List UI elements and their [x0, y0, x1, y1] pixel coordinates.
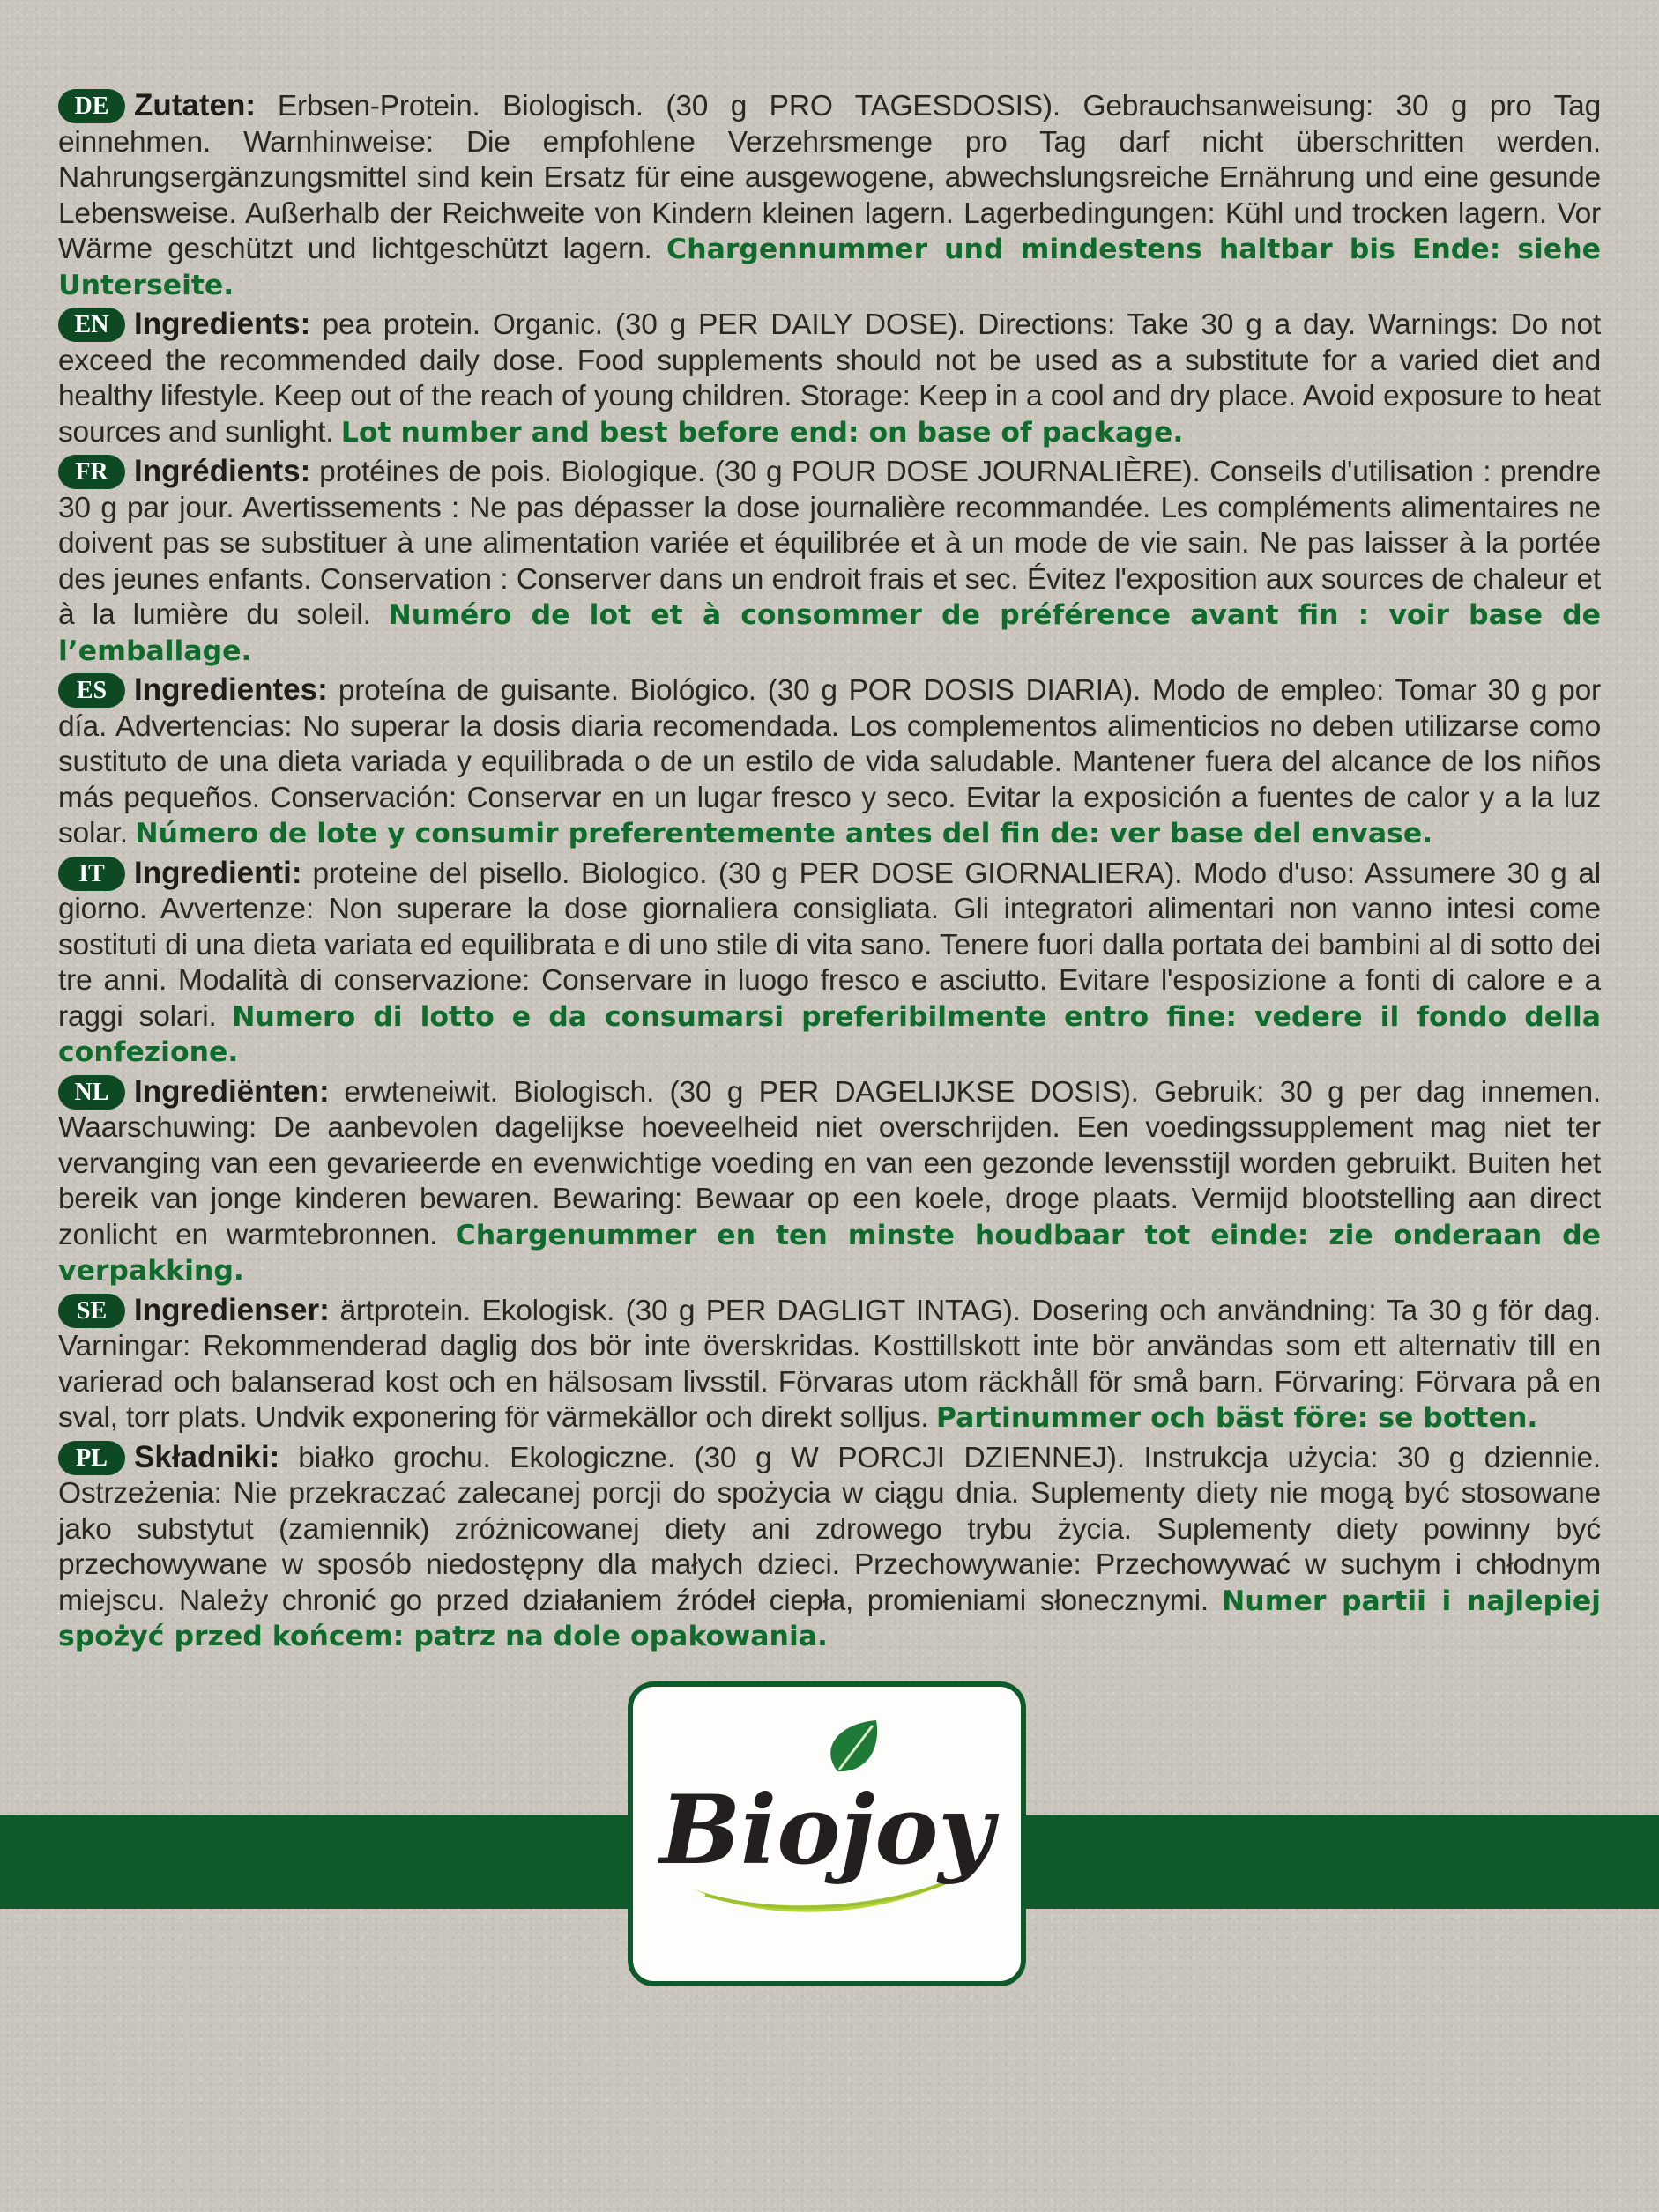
section-text: protéines de pois. Biologique. (30 g POUR DOSE JOURNALIÈRE). Conseils d'utilisation : prendre 30 g par jour. Avertissements : Ne pas dépasser la dose journalière recommandée. Les compléments alimentaires ne doivent pas se substituer à une alimentation variée et équilibrée et à un mode de vie sain. Ne pas laisser à la portée des jeunes enfants. Conservation : Conserver dans un endroit frais et sec. Évitez l'exposition aux sources de chaleur et à la lumière du soleil.	[58, 456, 1602, 631]
lot-note: Número de lote y consumir preferentemente antes del fin de: ver base del envase.	[135, 818, 1433, 850]
lang-badge-it: IT	[58, 857, 125, 891]
section-text: ärtprotein. Ekologisk. (30 g PER DAGLIGT INTAG). Dosering och användning: Ta 30 g för dag. Varningar: Rekommenderad daglig dos bör inte överskridas. Kosttillskott inte bör användas som ett alternativ till en varierad och balanserad kost och en hälsosam livsstil. Förvaras utom räckhåll för små barn. Förvaring: Förvara på en sval, torr plats. Undvik exponering för värmekällor och direkt solljus.	[58, 1294, 1601, 1434]
section-heading: Składniki:	[134, 1439, 280, 1474]
lang-badge-nl: NL	[58, 1075, 125, 1110]
section-es	[58, 672, 1601, 852]
section-heading: Ingredientes:	[134, 672, 328, 707]
lot-note: Numéro de lot et à consommer de préférence avant fin : voir base de l’emballage.	[58, 599, 1602, 667]
ingredients-label-panel	[58, 88, 1601, 1659]
leaf-icon	[830, 1720, 877, 1771]
section-heading: Ingredienti:	[134, 855, 302, 890]
lang-badge-fr: FR	[58, 455, 125, 489]
section-heading: Zutaten:	[134, 88, 257, 122]
lang-badge-de: DE	[58, 89, 125, 123]
section-de	[58, 88, 1601, 303]
logo-wordmark: Biojoy	[659, 1775, 994, 1886]
section-en	[58, 307, 1601, 450]
lot-note: Numero di lotto e da consumarsi preferibilmente entro fine: vedere il fondo della confezione.	[58, 1000, 1602, 1068]
section-text: proteína de guisante. Biológico. (30 g POR DOSIS DIARIA). Modo de empleo: Tomar 30 g por día. Advertencias: No superar la dosis diaria recomendada. Los complementos alimenticios no deben utilizarse como sustituto de una dieta variada y equilibrada o de un estilo de vida saludable. Mantener fuera del alcance de los niños más pequeños. Conservación: Conservar en un lugar fresco y seco. Evitar la exposición a fuentes de calor y a la luz solar.	[58, 674, 1602, 850]
lang-badge-pl: PL	[58, 1441, 125, 1475]
logo-graphic	[633, 1687, 1021, 1981]
section-text: proteine del pisello. Biologico. (30 g PER DOSE GIORNALIERA). Modo d'uso: Assumere 30 g al giorno. Avvertenze: Non superare la dose giornaliera consigliata. Gli integratori alimentari non vanno intesi come sostituti di una dieta variata ed equilibrata e di uno stile di vita sano. Tenere fuori dalla portata dei bambini al di sotto dei tre anni. Modalità di conservazione: Conservare in luogo fresco e asciutto. Evitare l'esposizione a fonti di calore e a raggi solari.	[58, 857, 1602, 1033]
section-text: pea protein. Organic. (30 g PER DAILY DOSE). Directions: Take 30 g a day. Warnings: Do not exceed the recommended daily dose. Food supplements should not be used as a substitute for a varied diet and healthy lifestyle. Keep out of the reach of young children. Storage: Keep in a cool and dry place. Avoid exposure to heat sources and sunlight.	[58, 308, 1602, 449]
lang-badge-en: EN	[58, 308, 125, 342]
section-text: białko grochu. Ekologiczne. (30 g W PORCJI DZIENNEJ). Instrukcja użycia: 30 g dziennie. Ostrzeżenia: Nie przekraczać zalecanej porcji do spożycia w ciągu dnia. Suplementy diety nie mogą być stosowane jako substytut (zamiennik) zróżnicowanej diety ani zdrowego trybu życia. Suplementy diety powinny być przechowywane w sposób niedostępny dla małych dzieci. Przechowywanie: Przechowywać w suchym i chłodnym miejscu. Należy chronić go przed działaniem źródeł ciepła, promieniami słonecznymi.	[58, 1441, 1602, 1617]
section-se	[58, 1293, 1601, 1436]
section-text: Erbsen-Protein. Biologisch. (30 g PRO TAGESDOSIS). Gebrauchsanweisung: 30 g pro Tag einnehmen. Warnhinweise: Die empfohlene Verzehrsmenge pro Tag darf nicht überschritten werden. Nahrungsergänzungsmittel sind kein Ersatz für eine ausgewogene, abwechslungsreiche Ernährung und eine gesunde Lebensweise. Außerhalb der Reichweite von Kindern kleinen lagern. Lagerbedingungen: Kühl und trocken lagern. Vor Wärme geschützt und lichtgeschützt lagern.	[58, 90, 1601, 265]
section-heading: Ingrédients:	[134, 454, 311, 488]
section-it	[58, 856, 1601, 1071]
lot-note: Chargennummer und mindestens haltbar bis Ende: siehe Unterseite.	[58, 234, 1601, 301]
lot-note: Partinummer och bäst före: se botten.	[935, 1402, 1538, 1434]
section-heading: Ingrediënten:	[134, 1073, 330, 1109]
section-pl	[58, 1440, 1601, 1655]
section-fr	[58, 454, 1601, 669]
lang-badge-se: SE	[58, 1294, 125, 1328]
section-text: erwteneiwit. Biologisch. (30 g PER DAGELIJKSE DOSIS). Gebruik: 30 g per dag innemen. Waarschuwing: De aanbevolen dagelijkse hoeveelheid niet overschrijden. Een voedingssupplement mag niet ter vervanging van een gevarieerde en evenwichtige voeding en van een gezonde levensstijl worden gebruikt. Buiten het bereik van jonge kinderen bewaren. Bewaring: Bewaar op een koele, droge plaats. Vermijd blootstelling aan direct zonlicht en warmtebronnen.	[58, 1075, 1602, 1251]
section-heading: Ingredients:	[134, 307, 311, 341]
section-heading: Ingredienser:	[134, 1292, 330, 1327]
lot-note: Numer partii i najlepiej spożyć przed końcem: patrz na dole opakowania.	[58, 1585, 1601, 1652]
brand-logo	[628, 1681, 1026, 1986]
lang-badge-es: ES	[58, 673, 125, 708]
lot-note: Lot number and best before end: on base of package.	[340, 416, 1184, 449]
lot-note: Chargenummer en ten minste houdbaar tot einde: zie onderaan de verpakking.	[58, 1219, 1601, 1287]
section-nl	[58, 1074, 1601, 1289]
